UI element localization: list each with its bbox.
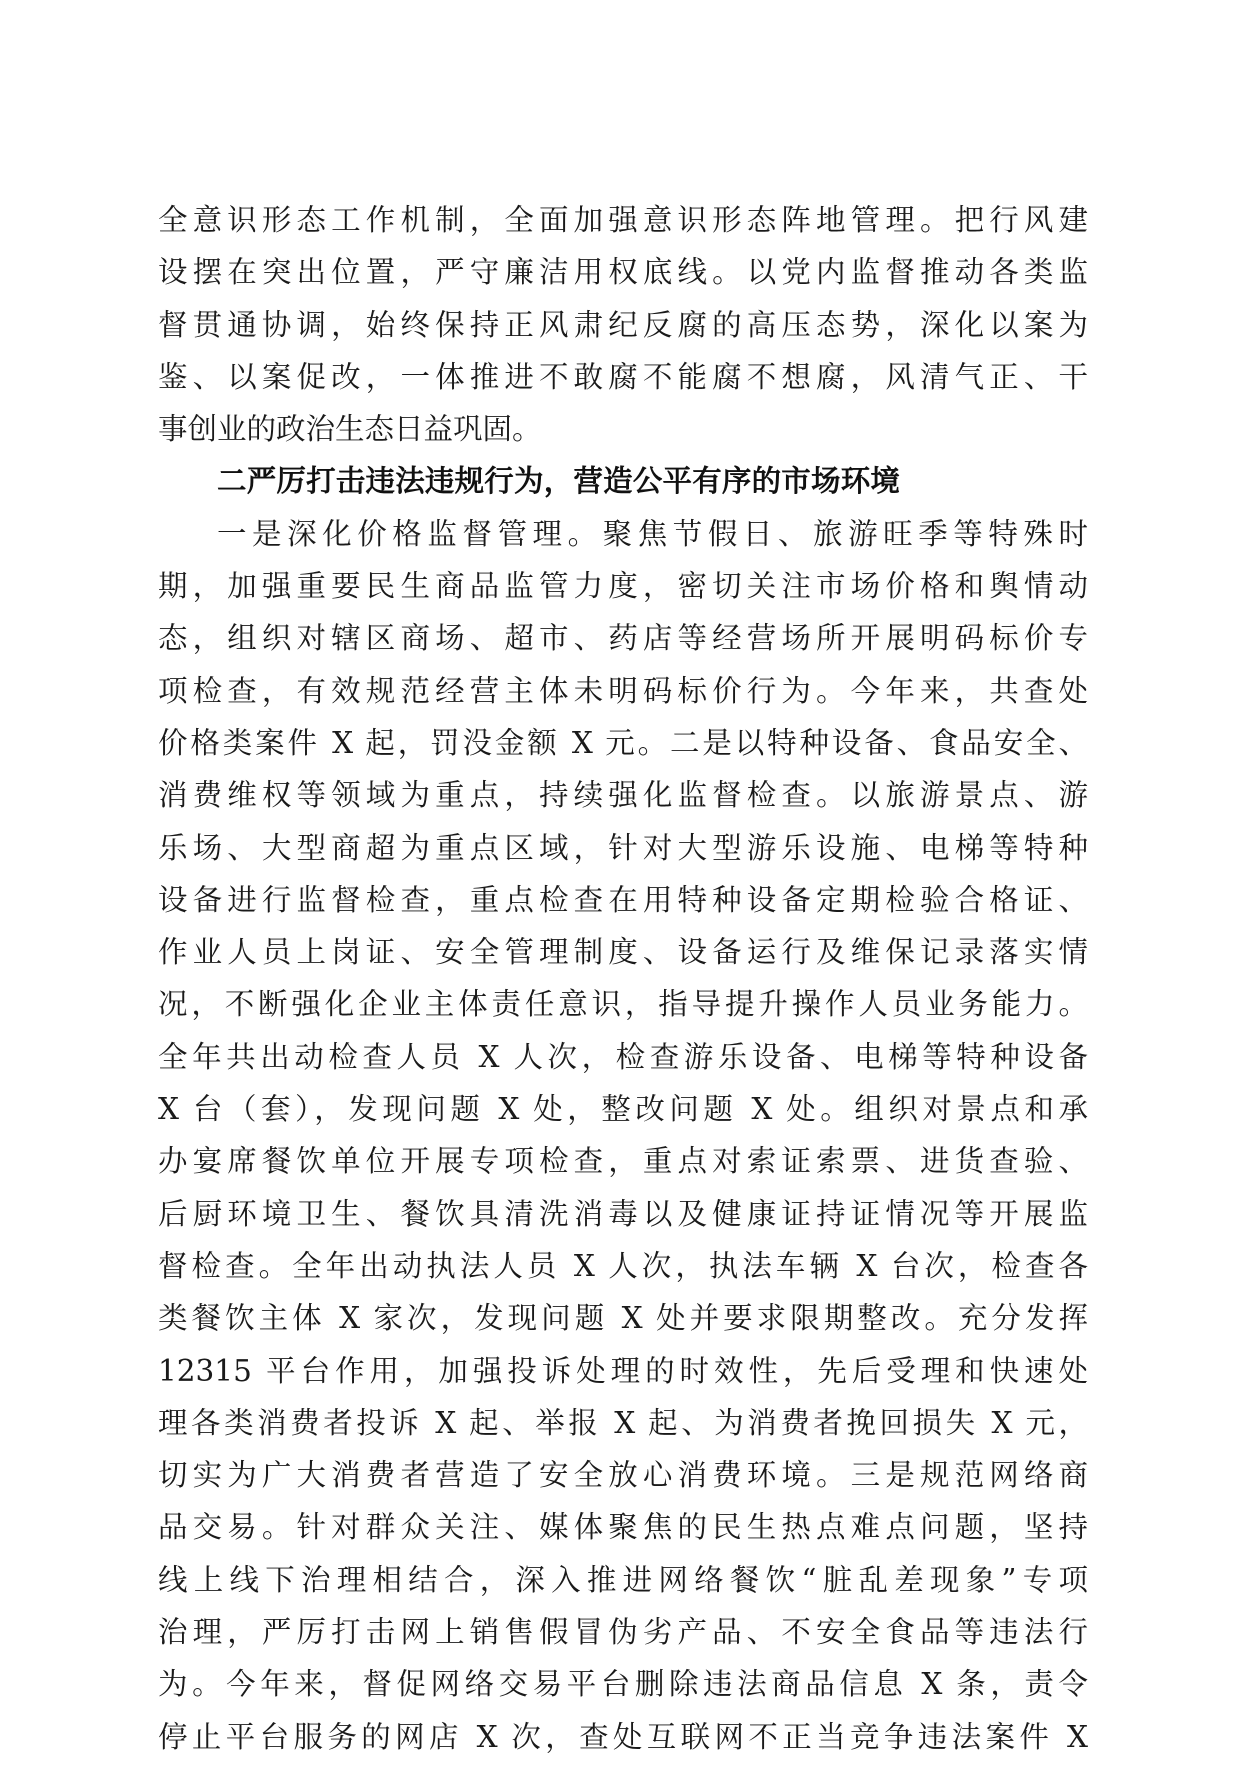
- text-line: X 台（套），发现问题 X 处，整改问题 X 处。组织对景点和承: [158, 1092, 1088, 1127]
- text-line: 作业人员上岗证、安全管理制度、设备运行及维保记录落实情: [158, 935, 1088, 970]
- text-line: 12315 平台作用，加强投诉处理的时效性，先后受理和快速处: [158, 1353, 1088, 1388]
- text-line: 况，不断强化企业主体责任意识，指导提升操作人员业务能力。: [158, 987, 1088, 1022]
- text-line: 办宴席餐饮单位开展专项检查，重点对索证索票、进货查验、: [158, 1144, 1088, 1179]
- text-line: 事创业的政治生态日益巩固。: [158, 412, 542, 447]
- text-line: 停止平台服务的网店 X 次，查处互联网不正当竞争违法案件 X: [158, 1719, 1088, 1754]
- text-line: 督检查。全年出动执法人员 X 人次，执法车辆 X 台次，检查各: [158, 1248, 1088, 1283]
- text-line: 治理，严厉打击网上销售假冒伪劣产品、不安全食品等违法行: [158, 1615, 1088, 1650]
- text-line: 一是深化价格监督管理。聚焦节假日、旅游旺季等特殊时: [217, 516, 1088, 551]
- section-heading: 二严厉打击违法违规行为，营造公平有序的市场环境: [217, 464, 901, 499]
- text-line: 设摆在突出位置，严守廉洁用权底线。以党内监督推动各类监: [158, 255, 1088, 290]
- text-line: 项检查，有效规范经营主体未明码标价行为。今年来，共查处: [158, 673, 1088, 708]
- text-line: 全意识形态工作机制，全面加强意识形态阵地管理。把行风建: [158, 203, 1088, 237]
- text-line: 消费维权等领域为重点，持续强化监督检查。以旅游景点、游: [158, 778, 1088, 813]
- text-line: 为。今年来，督促网络交易平台删除违法商品信息 X 条，责令: [158, 1667, 1088, 1702]
- text-line: 乐场、大型商超为重点区域，针对大型游乐设施、电梯等特种: [158, 830, 1088, 865]
- text-line: 鉴、以案促改，一体推进不敢腐不能腐不想腐，风清气正、干: [158, 359, 1088, 394]
- text-line: 类餐饮主体 X 家次，发现问题 X 处并要求限期整改。充分发挥: [158, 1301, 1088, 1336]
- text-line: 理各类消费者投诉 X 起、举报 X 起、为消费者挽回损失 X 元，: [158, 1405, 1088, 1440]
- text-line: 后厨环境卫生、餐饮具清洗消毒以及健康证持证情况等开展监: [158, 1196, 1088, 1231]
- paragraph-market-supervision: [158, 512, 1088, 1759]
- text-line: 督贯通协调，始终保持正风肃纪反腐的高压态势，深化以案为: [158, 307, 1088, 342]
- paragraph-ideology-conduct: [158, 198, 1088, 451]
- text-line: 品交易。针对群众关注、媒体聚焦的民生热点难点问题，坚持: [158, 1510, 1088, 1545]
- text-line: 价格类案件 X 起，罚没金额 X 元。二是以特种设备、食品安全、: [158, 725, 1088, 760]
- text-line: 全年共出动检查人员 X 人次，检查游乐设备、电梯等特种设备: [158, 1039, 1088, 1074]
- text-line: 态，组织对辖区商场、超市、药店等经营场所开展明码标价专: [158, 621, 1088, 656]
- document-page: [158, 198, 1088, 1767]
- text-line: 期，加强重要民生商品监管力度，密切关注市场价格和舆情动: [158, 569, 1088, 604]
- text-line: 设备进行监督检查，重点检查在用特种设备定期检验合格证、: [158, 882, 1088, 917]
- text-line: 切实为广大消费者营造了安全放心消费环境。三是规范网络商: [158, 1458, 1088, 1493]
- text-line: 线上线下治理相结合，深入推进网络餐饮“脏乱差现象”专项: [158, 1562, 1088, 1597]
